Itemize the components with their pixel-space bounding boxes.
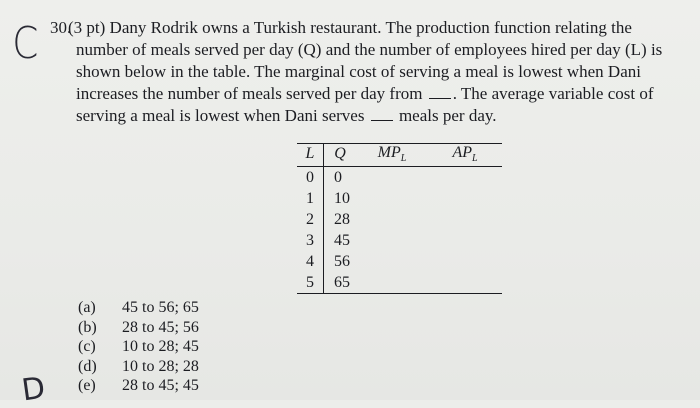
choice-a[interactable] xyxy=(78,298,199,318)
question-line-5a: serving a meal is lowest when Dani serves xyxy=(76,106,365,125)
choice-d[interactable] xyxy=(78,357,199,377)
cell-mp xyxy=(356,167,428,189)
question-line-4a: increases the number of meals served per day from xyxy=(76,84,423,103)
handwritten-mark-top: C xyxy=(12,18,39,69)
question-line-3: shown below in the table. The marginal cost of serving a meal is lowest when Dani xyxy=(76,62,641,81)
header-mp: $MP_L$ xyxy=(377,144,407,165)
choice-c[interactable] xyxy=(78,337,199,357)
cell-l: 2 xyxy=(297,209,324,230)
question-line-4 xyxy=(76,83,696,105)
choice-label: (a) xyxy=(78,299,96,316)
cell-l: 1 xyxy=(297,188,324,209)
choice-b[interactable] xyxy=(78,318,199,338)
table-row xyxy=(297,167,502,189)
production-table xyxy=(297,143,502,294)
choice-text: 28 to 45; 45 xyxy=(122,377,199,394)
cell-ap xyxy=(428,251,502,272)
cell-l: 3 xyxy=(297,230,324,251)
choice-text: 10 to 28; 45 xyxy=(122,338,199,355)
cell-l: 5 xyxy=(297,272,324,294)
cell-q: 0 xyxy=(334,168,342,186)
choice-text: 28 to 45; 56 xyxy=(122,318,199,336)
cell-ap xyxy=(428,230,502,251)
choice-text: 10 to 28; 28 xyxy=(122,357,199,375)
header-q: Q xyxy=(334,145,346,163)
cell-mp xyxy=(356,230,428,251)
question-line-1: (3 pt) Dany Rodrik owns a Turkish restaurant. The production function relating the xyxy=(68,18,632,37)
choice-label: (d) xyxy=(78,357,97,375)
table-header-row xyxy=(297,144,502,167)
cell-mp xyxy=(356,272,428,294)
answer-choices xyxy=(78,298,199,396)
choice-label: (e) xyxy=(78,377,96,394)
choice-e[interactable] xyxy=(78,376,199,396)
header-l: L xyxy=(297,144,324,167)
table-row xyxy=(297,251,502,272)
question-line-5b: meals per day. xyxy=(398,106,497,125)
choice-text: 45 to 56; 65 xyxy=(122,299,199,316)
cell-mp xyxy=(356,188,428,209)
answer-blank-2 xyxy=(371,106,393,121)
table-row xyxy=(297,209,502,230)
answer-blank-1 xyxy=(429,84,451,99)
choice-label: (c) xyxy=(78,338,96,355)
cell-q: 65 xyxy=(334,273,350,291)
cell-mp xyxy=(356,251,428,272)
question-line-2: number of meals served per day (Q) and the number of employees hired per day (L) is xyxy=(76,40,663,59)
choice-label: (b) xyxy=(78,318,97,336)
question-line-4b: . The average variable cost of xyxy=(452,84,654,103)
question-line-5 xyxy=(76,105,696,127)
cell-l: 0 xyxy=(297,167,324,189)
cell-q: 45 xyxy=(334,231,350,249)
handwritten-mark-bottom: D xyxy=(19,370,48,408)
header-ap: $AP_L$ xyxy=(452,144,478,165)
table-row xyxy=(297,272,502,294)
question-text xyxy=(68,17,696,127)
cell-ap xyxy=(428,272,502,294)
cell-mp xyxy=(356,209,428,230)
table-row xyxy=(297,230,502,251)
cell-ap xyxy=(428,209,502,230)
cell-q: 56 xyxy=(334,252,350,270)
question-number: 30. xyxy=(50,18,72,37)
cell-q: 10 xyxy=(334,189,350,207)
cell-ap xyxy=(428,188,502,209)
cell-l: 4 xyxy=(297,251,324,272)
cell-ap xyxy=(428,167,502,189)
cell-q: 28 xyxy=(334,210,350,228)
table-row xyxy=(297,188,502,209)
